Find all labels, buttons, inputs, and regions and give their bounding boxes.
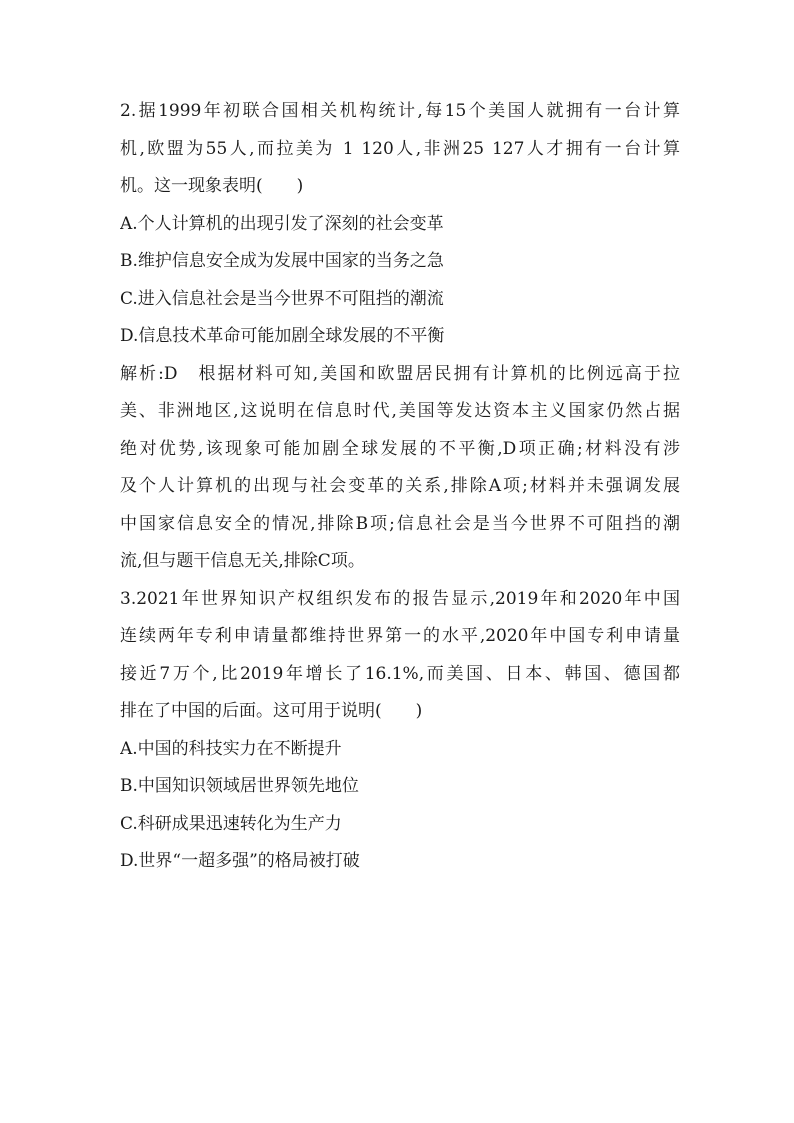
document-page — [120, 98, 680, 886]
option-d: D.信息技术革命可能加剧全球发展的不平衡 — [120, 326, 445, 346]
option-a: A.中国的科技实力在不断提升 — [120, 738, 342, 759]
option-c: C.科研成果迅速转化为生产力 — [120, 813, 342, 834]
analysis-line: 美、非洲地区,这说明在信息时代,美国等发达资本主义国家仍然占据 — [120, 401, 680, 421]
question-stem-line: 2.据1999年初联合国相关机构统计,每15个美国人就拥有一台计算 — [120, 101, 680, 121]
analysis-line: 中国家信息安全的情况,排除B项;信息社会是当今世界不可阻挡的潮 — [120, 513, 680, 534]
question-stem-line: 3.2021年世界知识产权组织发布的报告显示,2019年和2020年中国 — [120, 588, 680, 609]
question-2 — [120, 98, 680, 575]
question-stem-line: 机。这一现象表明( ) — [120, 176, 304, 196]
question-stem-line: 连续两年专利申请量都维持世界第一的水平,2020年中国专利申请量 — [120, 626, 680, 646]
question-stem-line: 排在了中国的后面。这可用于说明( ) — [120, 701, 423, 721]
analysis-line: 流,但与题干信息无关,排除C项。 — [120, 551, 365, 571]
option-b: B.中国知识领域居世界领先地位 — [120, 776, 359, 796]
question-stem-line: 接近7万个,比2019年增长了16.1%,而美国、日本、韩国、德国都 — [120, 663, 680, 684]
option-c: C.进入信息社会是当今世界不可阻挡的潮流 — [120, 288, 444, 309]
analysis-line: 解析:D 根据材料可知,美国和欧盟居民拥有计算机的比例远高于拉 — [120, 363, 680, 384]
option-b: B.维护信息安全成为发展中国家的当务之急 — [120, 251, 444, 271]
analysis-line: 绝对优势,该现象可能加剧全球发展的不平衡,D项正确;材料没有涉 — [120, 438, 680, 459]
analysis-line: 及个人计算机的出现与社会变革的关系,排除A项;材料并未强调发展 — [120, 476, 680, 496]
question-3 — [120, 586, 680, 876]
question-stem-line: 机,欧盟为55人,而拉美为 1 120人,非洲25 127人才拥有一台计算 — [120, 138, 680, 159]
option-d: D.世界“一超多强”的格局被打破 — [120, 851, 360, 871]
option-a: A.个人计算机的出现引发了深刻的社会变革 — [120, 213, 444, 234]
